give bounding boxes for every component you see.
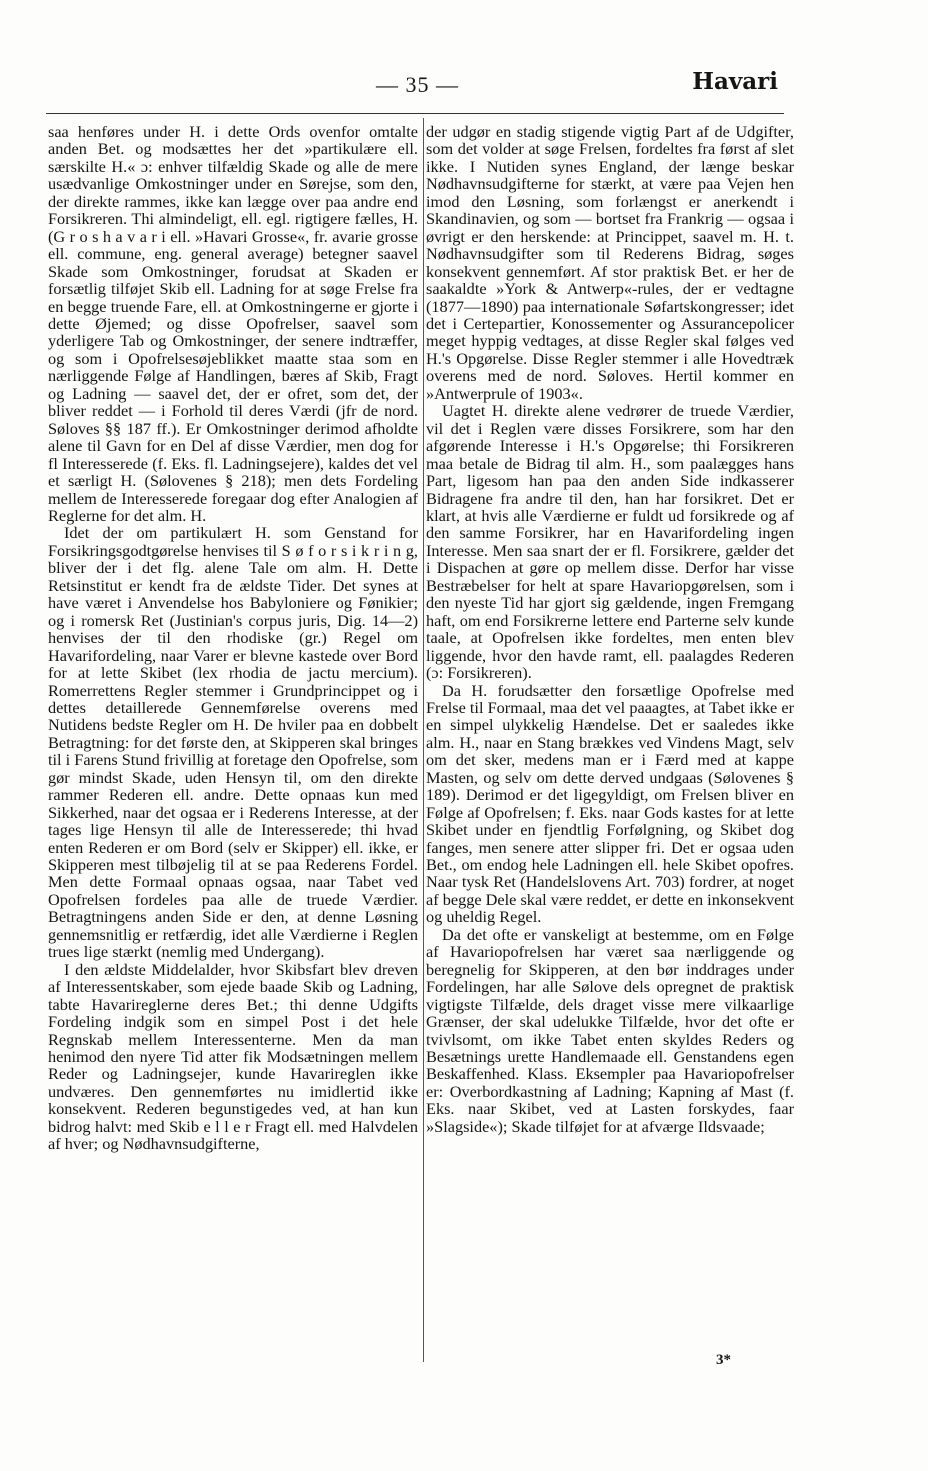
paragraph: Uagtet H. direkte alene vedrører de truede Værdier, vil det i Reglen være disses Forsikrere, som har den afgørende Interesse i H.'s Opgørelse; thi Forsikreren maa betale de Bidrag til alm. H., som paalægges hans Part, ligesom han paa den anden Side indkasserer Bidragene fra andre til den, han har forsikret. Det er klart, at hvis alle Værdierne er fuldt ud forsikrede og af den samme Forsikrer, har en Havarifordeling ingen Interesse. Men saa snart der er fl. Forsikrere, gælder det i Dispachen at gøre op mellem disse. Derfor har visse Bestræbelser for helt at spare Havariopgørelsen, som i den nyeste Tid har gjort sig gældende, ingen Fremgang haft, om end Forsikrerne lettere end Parterne selv kunde taale, at Opofrelsen ikke fordeltes, men enten blev liggende, hvor den havde ramt, ell. paalagdes Rederen (ɔ: Forsikreren). bbox=[426, 401, 794, 683]
header-rule bbox=[46, 113, 784, 114]
paragraph: Da H. forudsætter den forsætlige Opofrelse med Frelse til Formaal, maa det vel paaagtes, at Tabet ikke er en simpel ulykkelig Hændelse. Det er saaledes ikke alm. H., naar en Stang brækkes ved Vindens Magt, selv om det sker, medens man er i Færd med at kappe Masten, og selv om dette derved undgaas (Sølovenes § 189). Derimod er det ligegyldigt, om Frelsen bliver en Følge af Opofrelsen; f. Eks. naar Gods kastes for at lette Skibet under en fjendtlig Forfølgning, og Skibet dog fanges, men senere atter slipper fri. Det er ogsaa uden Bet., om endog hele Ladningen ell. hele Skibet opofres. Naar tysk Ret (Handelslovens Art. 703) fordrer, at noget af begge Dele skal være reddet, er dette en inkonsekvent og uheldig Regel. bbox=[426, 680, 794, 927]
paragraph: saa henføres under H. i dette Ords ovenfor omtalte anden Bet. og modsættes her det »partikulære ell. særskilte H.« ɔ: enhver tilfældig Skade og alle de mere usædvanlige Omkostninger under en Sørejse, som den, der direkte rammes, ikke kan lægge over paa andre end Forsikreren. Thi almindeligt, ell. egl. rigtigere fælles, H. (G r o s h a v a r i ell. »Havari Grosse«, fr. avarie grosse ell. commune, eng. general average) betegner saavel Skade som Omkostninger, forudsat at Skaden er forsætlig tilføjet Skib ell. Ladning for at søge Frelse fra en begge truende Fare, ell. at Omkostningerne er gjorte i dette Øjemed; og disse Opofrelser, saavel som yderligere Tab og Omkostninger, der senere indtræffer, og som i Opofrelsesøjeblikket maatte staa som en nærliggende Følge af Handlingen, bæres af Skib, Fragt og Ladning — saavel det, der er ofret, som det, der bliver reddet — i Forhold til deres Værdi (jfr de nord. Søloves §§ 187 ff.). Er Omkostninger derimod afholdte alene til Gavn for en Del af disse Værdier, men dog for fl Interesserede (f. Eks. fl. Ladningsejere), kaldes det vel et særligt H. (Sølovenes § 218); men dets Fordeling mellem de Interesserede foregaar dog efter Analogien af Reglerne for det alm. H. bbox=[48, 122, 418, 525]
column-divider bbox=[423, 118, 424, 1362]
page-header bbox=[0, 68, 928, 108]
paragraph: I den ældste Middelalder, hvor Skibsfart blev dreven af Interessentskaber, som ejede baade Skib og Ladning, tabte Havarireglerne deres Bet.; thi denne Udgifts Fordeling indgik som en simpel Post i det hele Regnskab mellem Interessenterne. Men da man henimod den nyere Tid atter fik Modsætningen mellem Reder og Ladningsejer, kunde Havarireglen ikke undværes. Den gennemførtes nu imidlertid ikke konsekvent. Rederen begunstigedes ved, at han kun bidrog halvt: med Skib e l l e r Fragt ell. med Halvdelen af hver; og Nødhavnsudgifterne, bbox=[48, 959, 418, 1154]
signature-mark: 3* bbox=[716, 1352, 731, 1368]
paragraph: der udgør en stadig stigende vigtig Part af de Udgifter, som det volder at søge Frelsen, fordeltes fra først af slet ikke. I Nutiden synes England, der længe beskar Nødhavnsudgifterne for stærkt, at være paa Vejen hen imod den Løsning, som forlængst er anerkendt i Skandinavien, og som — bortset fra Frankrig — ogsaa i øvrigt er den herskende: at Princippet, saavel m. H. t. Nødhavnsudgifter som til Rederens Bidrag, søges konsekvent gennemført. Af stor praktisk Bet. er her de saakaldte »York & Antwerp«-rules, der er vedtagne (1877—1890) paa internationale Søfartskongresser; idet det i Certepartier, Konossementer og Assurancepolicer meget hyppig vedtages, at disse Regler skal følges ved H.'s Opgørelse. Disse Regler stemmer i alle Hovedtræk overens med de nord. Søloves. Hertil kommer en »Antwerprule of 1903«. bbox=[426, 122, 794, 403]
running-head: Havari bbox=[692, 68, 778, 95]
left-column bbox=[48, 123, 418, 1153]
paragraph: Idet der om partikulært H. som Genstand for Forsikringsgodtgørelse henvises til S ø f o r s i k r i n g, bliver der i det flg. alene Tale om alm. H. Dette Retsinstitut er kendt fra de ældste Tider. Det synes at have været i Anvendelse hos Babyloniere og Fønikier; og i romersk Ret (Justinian's corpus juris, Dig. 14—2) henvises der til den rhodiske (gr.) Regel om Havarifordeling, naar Varer er blevne kastede over Bord for at lette Skibet (lex rhodia de jactu mercium). Romerrettens Regler stemmer i Grundprincippet og i dettes detaillerede Gennemførelse overens med Nutidens bedste Regler om H. De hviler paa en dobbelt Betragtning: for det første den, at Skipperen skal bringes til i Farens Stund frivillig at foretage den Opofrelse, som gør mindst Skade, uden Hensyn til, om den direkte rammer Rederen ell. andre. Dette opnaas kun med Sikkerhed, naar det ogsaa er i Rederens Interesse, at der tages lige Hensyn til alle de Interesserede; thi hvad enten Rederen er om Bord (selv er Skipper) ell. ikke, er Skipperen mest tilbøjelig til at se paa Rederens Fordel. Men dette Formaal opnaas ogsaa, naar Tabet ved Opofrelsen fordeles paa alle de truede Værdier. Betragtningens anden Side er den, at denne Løsning gennemsnitlig er retfærdig, idet alle Værdierne i Reglen trues lige stærkt (nemlig med Undergang). bbox=[48, 523, 418, 962]
page-number: — 35 — bbox=[376, 72, 459, 97]
right-column bbox=[426, 123, 794, 1135]
paragraph: Da det ofte er vanskeligt at bestemme, om en Følge af Havariopofrelsen har været saa nærliggende og beregnelig for Skipperen, at den bør inddrages under Fordelingen, har alle Sølove dels opregnet de praktisk vigtigste Tilfælde, dels draget visse mere vilkaarlige Grænser, der skal udelukke Tilfælde, hvor det ofte er tvivlsomt, om ikke Tabet enten skyldes Reders og Besætnings urette Handlemaade ell. Genstandens egen Beskaffenhed. Klass. Eksempler paa Havariopofrelser er: Overbordkastning af Ladning; Kapning af Mast (f. Eks. naar Skibet, ved at Lasten forskydes, faar »Slagside«); Skade tilføjet for at afværge Ildsvaade; bbox=[426, 924, 794, 1136]
